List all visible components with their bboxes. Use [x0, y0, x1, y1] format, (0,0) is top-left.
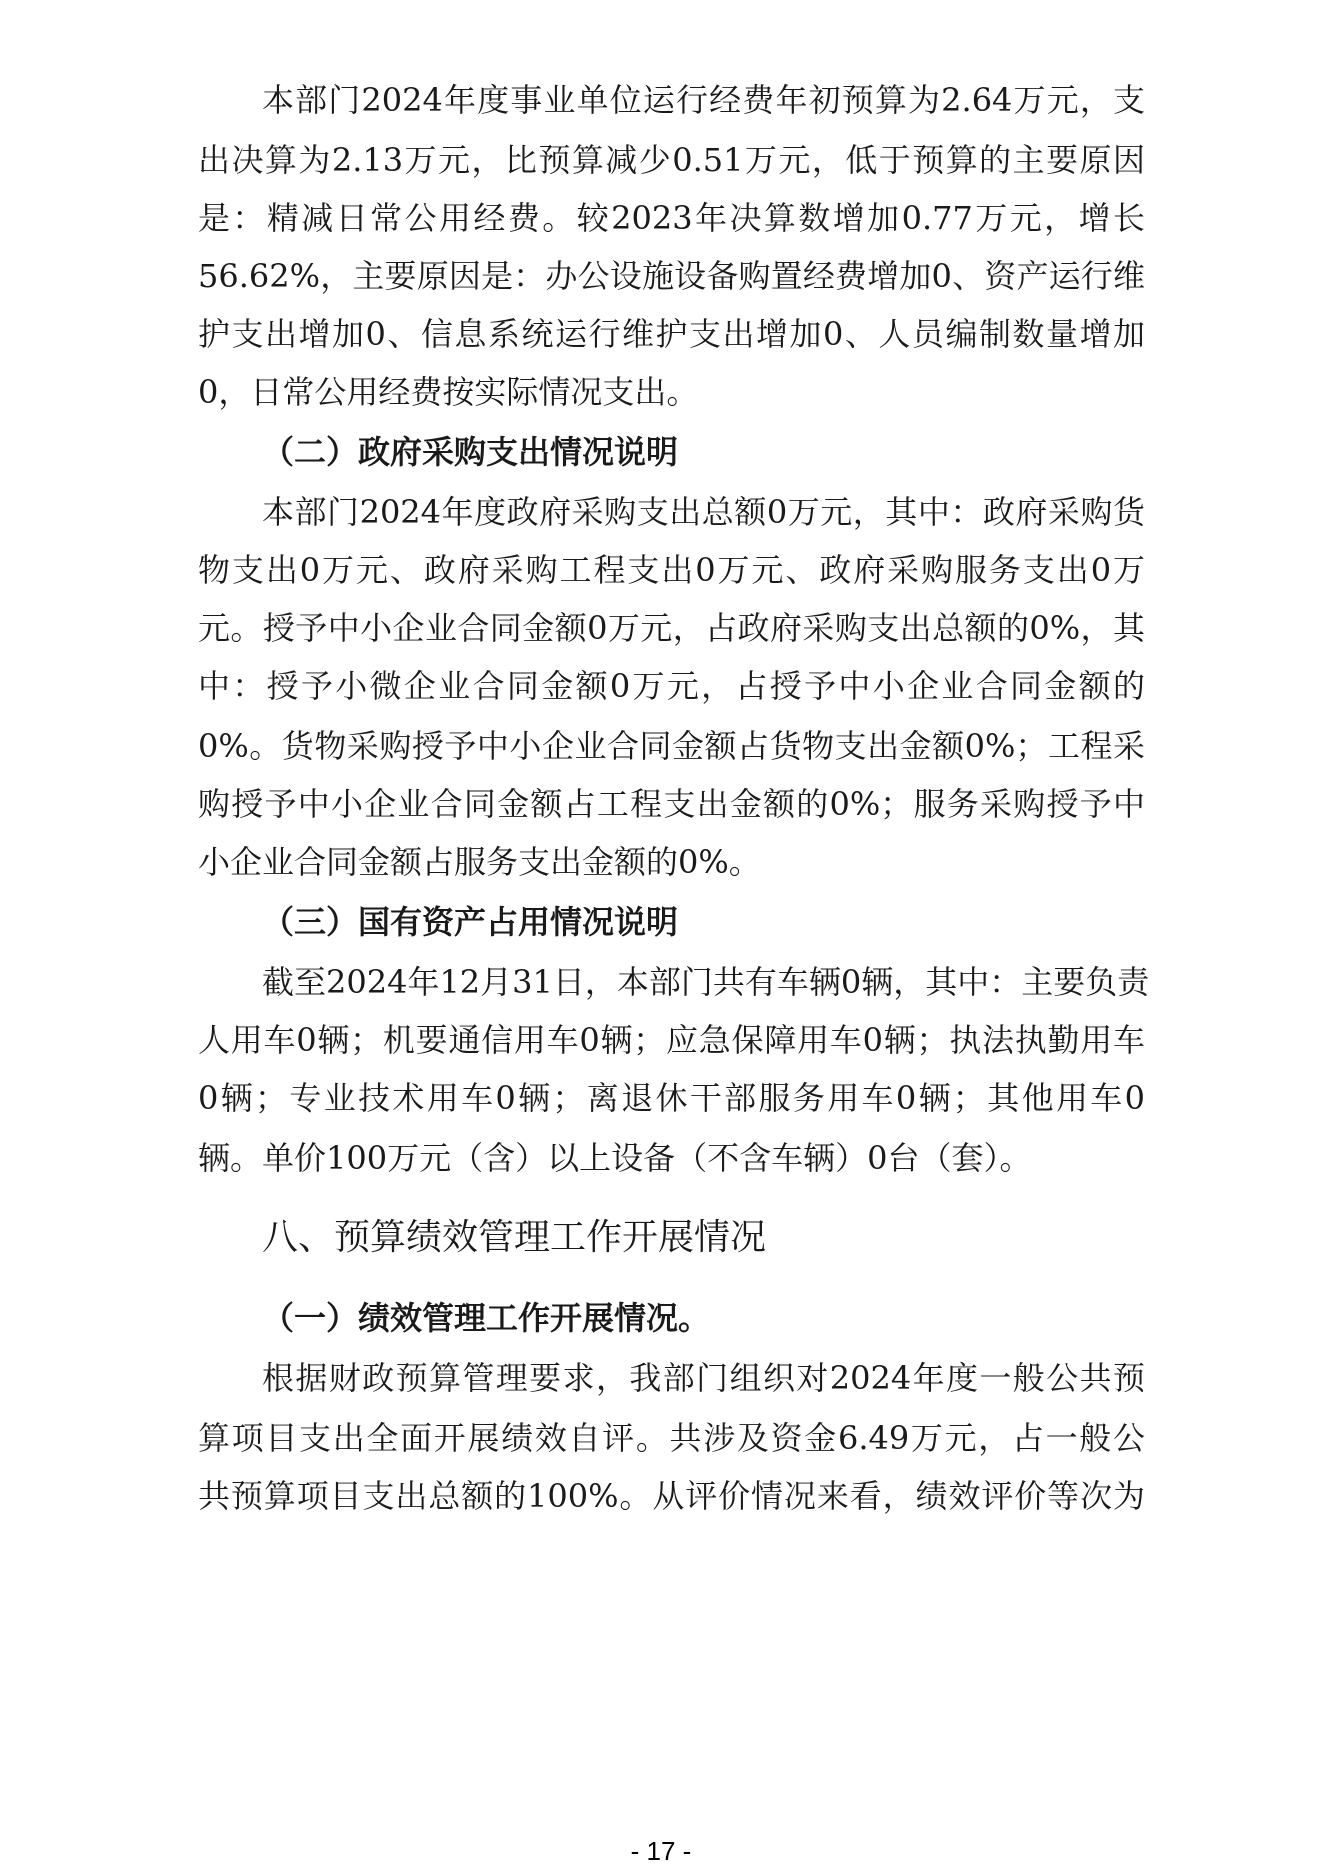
paragraph-line: 人用车0辆；机要通信用车0辆；应急保障用车0辆；执法执勤用车 [198, 1021, 1145, 1059]
page-number: - 17 - [630, 1836, 692, 1866]
paragraph-line: 出决算为2.13万元，比预算减少0.51万元，低于预算的主要原因 [198, 141, 1145, 179]
paragraph-line: 护支出增加0、信息系统运行维护支出增加0、人员编制数量增加 [198, 315, 1145, 353]
paragraph-line: 根据财政预算管理要求，我部门组织对2024年度一般公共预 [262, 1359, 1145, 1397]
paragraph-line: 辆。单价100万元（含）以上设备（不含车辆）0台（套）。 [198, 1139, 1032, 1177]
paragraph-line: 中：授予小微企业合同金额0万元，占授予中小企业合同金额的 [198, 667, 1145, 705]
section-heading-assets: （三）国有资产占用情况说明 [262, 903, 679, 941]
chapter-heading: 八、预算绩效管理工作开展情况 [262, 1217, 767, 1258]
section-heading-procurement: （二）政府采购支出情况说明 [262, 433, 679, 471]
paragraph-line: 本部门2024年度事业单位运行经费年初预算为2.64万元，支 [262, 81, 1145, 119]
paragraph-line: 0%。货物采购授予中小企业合同金额占货物支出金额0%；工程采 [198, 727, 1145, 765]
paragraph-line: 物支出0万元、政府采购工程支出0万元、政府采购服务支出0万 [198, 551, 1145, 589]
section-heading-performance: （一）绩效管理工作开展情况。 [262, 1299, 711, 1337]
paragraph-line: 购授予中小企业合同金额占工程支出金额的0%；服务采购授予中 [198, 785, 1145, 823]
paragraph-line: 是：精减日常公用经费。较2023年决算数增加0.77万元，增长 [198, 199, 1145, 237]
paragraph-line: 小企业合同金额占服务支出金额的0%。 [198, 843, 761, 881]
paragraph-line: 元。授予中小企业合同金额0万元，占政府采购支出总额的0%，其 [198, 609, 1145, 647]
paragraph-line: 0，日常公用经费按实际情况支出。 [198, 373, 699, 411]
paragraph-line: 截至2024年12月31日，本部门共有车辆0辆，其中：主要负责 [262, 963, 1150, 1001]
paragraph-line: 0辆；专业技术用车0辆；离退休干部服务用车0辆；其他用车0 [198, 1079, 1145, 1117]
paragraph-line: 56.62%，主要原因是：办公设施设备购置经费增加0、资产运行维 [198, 257, 1145, 295]
paragraph-line: 算项目支出全面开展绩效自评。共涉及资金6.49万元，占一般公 [198, 1419, 1145, 1457]
paragraph-line: 共预算项目支出总额的100%。从评价情况来看，绩效评价等次为 [198, 1477, 1145, 1515]
paragraph-line: 本部门2024年度政府采购支出总额0万元，其中：政府采购货 [262, 493, 1145, 531]
